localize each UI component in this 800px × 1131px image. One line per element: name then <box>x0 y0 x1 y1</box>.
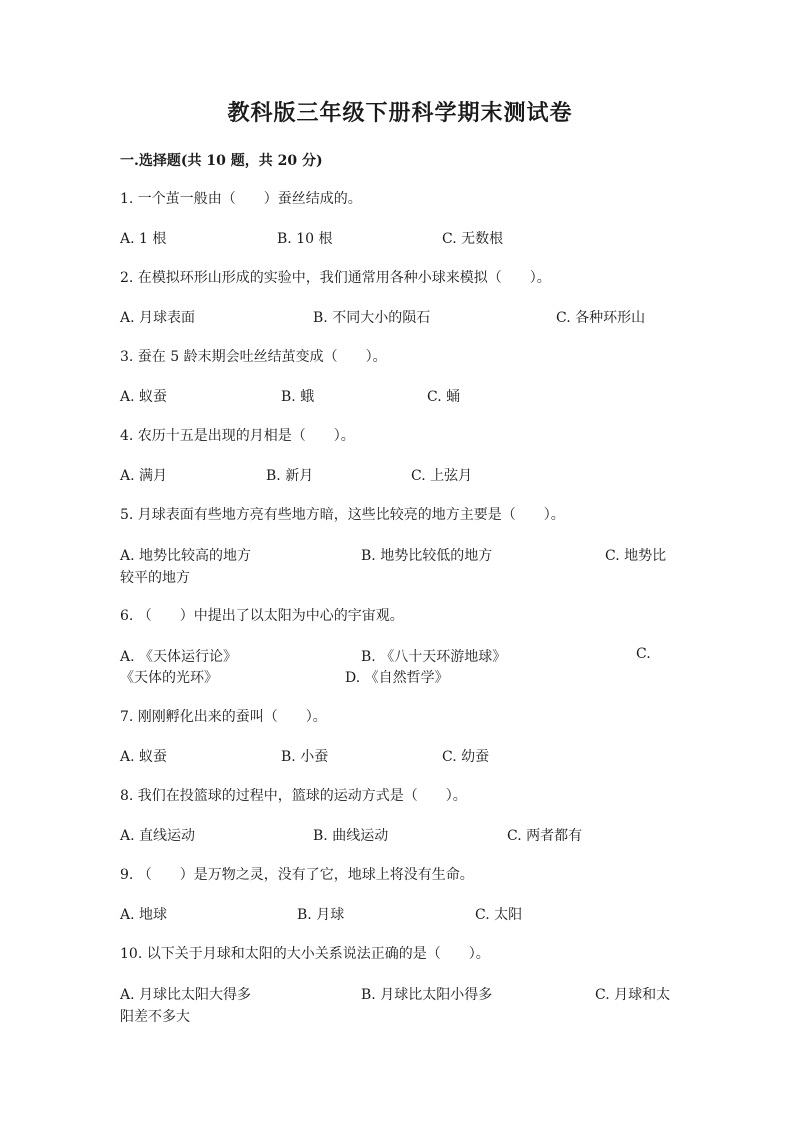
page-title: 教科版三年级下册科学期末测试卷 <box>227 100 573 126</box>
question-stem: 4. 农历十五是出现的月相是（ ）。 <box>120 428 355 444</box>
option-a: A. 地球 <box>120 907 168 923</box>
option-b: B. 小蚕 <box>281 749 329 765</box>
option-c: C. 上弦月 <box>411 468 473 484</box>
question-stem: 3. 蚕在 5 龄末期会吐丝结茧变成（ ）。 <box>120 349 387 365</box>
option-a: A. 月球比太阳大得多 <box>120 987 252 1003</box>
question-stem: 7. 刚刚孵化出来的蚕叫（ ）。 <box>120 709 327 725</box>
question-stem: 9. （ ）是万物之灵，没有了它，地球上将没有生命。 <box>120 867 474 883</box>
option-c: C. 两者都有 <box>507 828 583 844</box>
option-a: A. 1 根 <box>120 231 167 247</box>
option-c-continued: 阳差不多大 <box>120 1009 190 1025</box>
option-b: B. 《八十天环游地球》 <box>361 649 507 665</box>
option-b: B. 曲线运动 <box>313 828 389 844</box>
option-c-continued: 《天体的光环》 <box>120 670 218 686</box>
question-stem: 2. 在模拟环形山形成的实验中，我们通常用各种小球来模拟（ ）。 <box>120 270 551 286</box>
option-d: D. 《自然哲学》 <box>345 670 449 686</box>
section-heading: 一.选择题(共 10 题，共 20 分) <box>120 153 323 169</box>
question-stem: 1. 一个茧一般由（ ）蚕丝结成的。 <box>120 191 362 207</box>
option-b: B. 10 根 <box>277 231 333 247</box>
option-a: A. 直线运动 <box>120 828 196 844</box>
option-a: A. 满月 <box>120 468 168 484</box>
option-a: A. 蚁蚕 <box>120 389 168 405</box>
option-a: A. 地势比较高的地方 <box>120 548 252 564</box>
option-c: C. <box>636 646 651 662</box>
option-b: B. 不同大小的陨石 <box>313 310 431 326</box>
option-b: B. 月球比太阳小得多 <box>361 987 493 1003</box>
option-b: B. 月球 <box>297 907 345 923</box>
option-a: A. 蚁蚕 <box>120 749 168 765</box>
option-c-continued: 较平的地方 <box>120 570 190 586</box>
option-c: C. 幼蚕 <box>442 749 490 765</box>
option-c: C. 无数根 <box>442 231 504 247</box>
option-c: C. 月球和太 <box>595 987 671 1003</box>
question-stem: 10. 以下关于月球和太阳的大小关系说法正确的是（ ）。 <box>120 946 490 962</box>
option-c: C. 太阳 <box>475 907 523 923</box>
option-a: A. 《天体运行论》 <box>120 649 238 665</box>
option-b: B. 地势比较低的地方 <box>361 548 493 564</box>
option-c: C. 蛹 <box>427 389 461 405</box>
option-a: A. 月球表面 <box>120 310 196 326</box>
question-stem: 6. （ ）中提出了以太阳为中心的宇宙观。 <box>120 608 404 624</box>
question-stem: 8. 我们在投篮球的过程中，篮球的运动方式是（ ）。 <box>120 788 467 804</box>
option-b: B. 蛾 <box>281 389 315 405</box>
option-c: C. 地势比 <box>605 548 667 564</box>
option-c: C. 各种环形山 <box>556 310 646 326</box>
option-b: B. 新月 <box>266 468 314 484</box>
question-stem: 5. 月球表面有些地方亮有些地方暗，这些比较亮的地方主要是（ ）。 <box>120 507 565 523</box>
